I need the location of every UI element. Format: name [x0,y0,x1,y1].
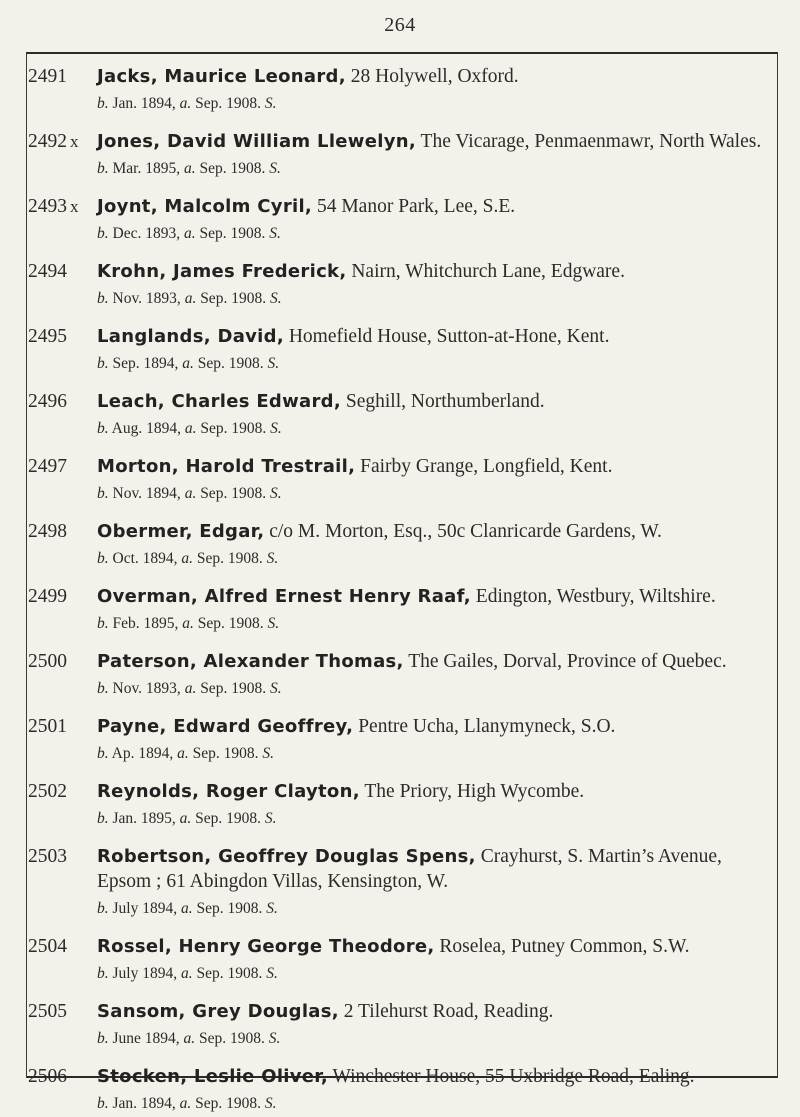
entry-born: Ap. 1894, [111,745,174,762]
register-entry [28,844,773,920]
entry-admitted: Sep. 1908. [195,810,262,827]
entry-dates: b. Aug. 1894, a. Sep. 1908. S. [97,420,282,437]
entry-born: Feb. 1895, [112,615,179,632]
entry-number: 2502 [28,781,67,802]
entry-number: 2494 [28,261,67,282]
entry-code: S. [267,615,280,632]
entry-born: Nov. 1893, [112,290,181,307]
entry-address: The Priory, High Wycombe. [364,781,585,802]
entry-born: Nov. 1893, [112,680,181,697]
entry-dates: b. Jan. 1895, a. Sep. 1908. S. [97,810,277,827]
entry-born: Jan. 1895, [112,810,176,827]
entry-name: Obermer, Edgar, [97,521,265,542]
entry-dates: b. July 1894, a. Sep. 1908. S. [97,900,278,917]
entry-code: S. [264,95,277,112]
entry-address: The Vicarage, Penmaenmawr, North Wales. [420,131,762,152]
entry-code: S. [264,1095,277,1112]
register-entry [28,999,773,1050]
entry-number: 2499 [28,586,67,607]
entry-code: S. [269,225,281,242]
entry-dates: b. Ap. 1894, a. Sep. 1908. S. [97,745,274,762]
entry-dates: b. Nov. 1893, a. Sep. 1908. S. [97,290,282,307]
entry-code: S. [269,680,282,697]
entry-mark: x [70,197,79,216]
entry-number: 2498 [28,521,67,542]
entry-code: S. [269,290,282,307]
entry-code: S. [270,420,282,437]
entry-number: 2505 [28,1001,67,1022]
entry-heading [28,934,773,959]
entry-heading [28,259,773,284]
entry-dates: b. July 1894, a. Sep. 1908. S. [97,965,278,982]
entry-address: Edington, Westbury, Wiltshire. [475,586,716,607]
entry-name: Joynt, Malcolm Cyril, [97,196,313,217]
entry-admitted: Sep. 1908. [195,1095,262,1112]
entry-born: Dec. 1893, [112,225,181,242]
entry-address: Homefield House, Sutton-at-Hone, Kent. [288,326,610,347]
entry-heading [28,389,773,414]
entry-heading [28,714,773,739]
entry-heading [28,454,773,479]
register-entry [28,519,773,570]
entry-heading [28,1064,773,1089]
entry-code: S. [268,1030,281,1047]
entry-heading [28,519,773,544]
entry-admitted: Sep. 1908. [196,965,263,982]
register-entry [28,1064,773,1115]
entry-address: Nairn, Whitchurch Lane, Edgware. [351,261,625,282]
register-entries [28,64,773,1115]
entry-heading [28,324,773,349]
entry-admitted: Sep. 1908. [200,420,267,437]
entry-number: 2497 [28,456,67,477]
entry-address: 28 Holywell, Oxford. [350,66,519,87]
entry-address: The Gailes, Dorval, Province of Quebec. [408,651,727,672]
entry-dates: b. Jan. 1894, a. Sep. 1908. S. [97,1095,277,1112]
entry-address: Pentre Ucha, Llanymyneck, S.O. [358,716,616,737]
entry-name: Sansom, Grey Douglas, [97,1001,339,1022]
page-number: 264 [384,14,416,36]
entry-dates: b. Feb. 1895, a. Sep. 1908. S. [97,615,280,632]
entry-born: Mar. 1895, [112,160,181,177]
entry-code: S. [266,900,278,917]
entry-heading [28,844,773,894]
register-entry [28,934,773,985]
entry-heading [28,194,773,219]
entry-address: Winchester House, 55 Uxbridge Road, Ealing. [332,1066,695,1087]
entry-number: 2501 [28,716,67,737]
entry-heading [28,129,773,154]
entry-admitted: Sep. 1908. [200,680,267,697]
entry-name: Jacks, Maurice Leonard, [97,66,346,87]
entry-address: c/o M. Morton, Esq., 50c Clanricarde Gardens, W. [269,521,662,542]
entry-mark: x [70,132,79,151]
entry-name: Jones, David William Llewelyn, [97,131,416,152]
entry-code: S. [266,550,279,567]
entry-number: 2493 x [28,196,79,217]
entry-number: 2500 [28,651,67,672]
entry-dates: b. Mar. 1895, a. Sep. 1908. S. [97,160,281,177]
entry-dates: b. Nov. 1894, a. Sep. 1908. S. [97,485,282,502]
entry-name: Payne, Edward Geoffrey, [97,716,354,737]
entry-heading [28,779,773,804]
entry-name: Paterson, Alexander Thomas, [97,651,404,672]
entry-born: Nov. 1894, [112,485,181,502]
entry-admitted: Sep. 1908. [196,900,263,917]
entry-address: Crayhurst, S. Martin’s Avenue, Epsom ; 61 Abingdon Villas, Kensington, W. [97,846,722,892]
entry-code: S. [266,965,278,982]
entry-name: Rossel, Henry George Theodore, [97,936,435,957]
entry-born: Jan. 1894, [112,1095,176,1112]
entry-dates: b. Dec. 1893, a. Sep. 1908. S. [97,225,281,242]
entry-name: Langlands, David, [97,326,284,347]
register-entry [28,714,773,765]
entry-born: Jan. 1894, [112,95,176,112]
entry-name: Krohn, James Frederick, [97,261,347,282]
entry-born: Aug. 1894, [111,420,181,437]
entry-address: Fairby Grange, Longfield, Kent. [360,456,613,477]
entry-number: 2495 [28,326,67,347]
register-entry [28,129,773,180]
register-entry [28,584,773,635]
entry-name: Morton, Harold Trestrail, [97,456,356,477]
entry-dates: b. Oct. 1894, a. Sep. 1908. S. [97,550,279,567]
entry-dates: b. Nov. 1893, a. Sep. 1908. S. [97,680,282,697]
register-entry [28,779,773,830]
entry-name: Overman, Alfred Ernest Henry Raaf, [97,586,471,607]
entry-address: 2 Tilehurst Road, Reading. [343,1001,554,1022]
entry-number: 2496 [28,391,67,412]
entry-address: 54 Manor Park, Lee, S.E. [316,196,516,217]
entry-born: July 1894, [112,965,178,982]
entry-code: S. [267,355,280,372]
register-entry [28,324,773,375]
register-entry [28,259,773,310]
entry-code: S. [269,485,282,502]
entry-name: Stocken, Leslie Oliver, [97,1066,328,1087]
entry-dates: b. Sep. 1894, a. Sep. 1908. S. [97,355,280,372]
register-entry [28,194,773,245]
entry-admitted: Sep. 1908. [197,615,264,632]
entry-dates: b. June 1894, a. Sep. 1908. S. [97,1030,281,1047]
entry-number: 2492 x [28,131,79,152]
entry-code: S. [269,160,281,177]
entry-heading [28,649,773,674]
entry-heading [28,999,773,1024]
register-entry [28,389,773,440]
entry-admitted: Sep. 1908. [200,485,267,502]
entry-admitted: Sep. 1908. [199,225,266,242]
entry-born: July 1894, [112,900,178,917]
entry-dates: b. Jan. 1894, a. Sep. 1908. S. [97,95,277,112]
entry-name: Leach, Charles Edward, [97,391,341,412]
entry-number: 2504 [28,936,67,957]
register-entry [28,64,773,115]
entry-heading [28,64,773,89]
entry-admitted: Sep. 1908. [199,1030,265,1047]
entry-number: 2491 [28,66,67,87]
register-entry [28,649,773,700]
entry-admitted: Sep. 1908. [196,550,263,567]
entry-number: 2506 [28,1066,67,1087]
entry-name: Robertson, Geoffrey Douglas Spens, [97,846,476,867]
entry-code: S. [264,810,277,827]
entry-number: 2503 [28,846,67,867]
entry-admitted: Sep. 1908. [192,745,259,762]
entry-born: Sep. 1894, [112,355,179,372]
entry-heading [28,584,773,609]
entry-born: June 1894, [112,1030,180,1047]
entry-born: Oct. 1894, [112,550,178,567]
entry-address: Roselea, Putney Common, S.W. [439,936,690,957]
entry-address: Seghill, Northumberland. [345,391,545,412]
entry-code: S. [262,745,274,762]
entry-admitted: Sep. 1908. [195,95,262,112]
register-entry [28,454,773,505]
entry-name: Reynolds, Roger Clayton, [97,781,360,802]
entry-admitted: Sep. 1908. [197,355,264,372]
entry-admitted: Sep. 1908. [199,160,266,177]
entry-admitted: Sep. 1908. [200,290,267,307]
